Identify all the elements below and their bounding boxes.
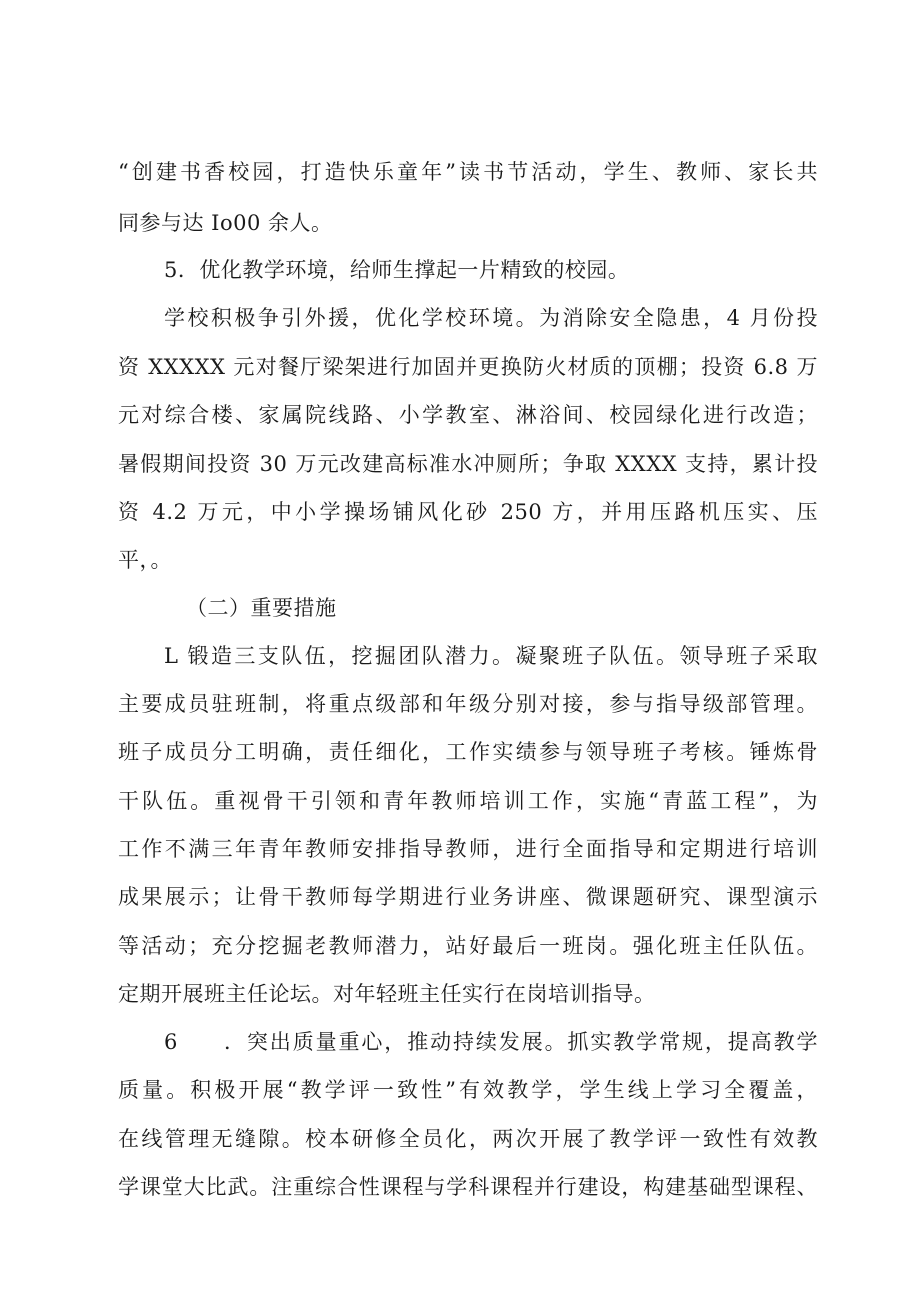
paragraph-line: 定期开展班主任论坛。对年轻班主任实行在岗培训指导。: [118, 982, 656, 1006]
paragraph-line: 学课堂大比武。注重综合性课程与学科课程并行建设，构建基础型课程、: [118, 1175, 818, 1199]
section-heading-5: 5．优化教学环境，给师生撑起一片精致的校园。: [164, 258, 630, 282]
paragraph-line: 班子成员分工明确，责任细化，工作实绩参与领导班子考核。锤炼骨: [118, 740, 818, 764]
paragraph-line: 干队伍。重视骨干引领和青年教师培训工作，实施“青蓝工程”，为: [118, 789, 818, 813]
paragraph-line: 成果展示；让骨干教师每学期进行业务讲座、微课题研究、课型演示: [118, 885, 818, 909]
paragraph-line: 工作不满三年青年教师安排指导教师，进行全面指导和定期进行培训: [118, 837, 818, 861]
paragraph-line: 主要成员驻班制，将重点级部和年级分别对接，参与指导级部管理。: [118, 692, 818, 716]
paragraph-line: 资 4.2 万元，中小学操场铺风化砂 250 方，并用压路机压实、压: [118, 500, 818, 524]
paragraph-line: ．突出质量重心，推动持续发展。抓实教学常规，提高教学: [224, 1030, 818, 1054]
paragraph-line: 学校积极争引外援，优化学校环境。为消除安全隐患，4 月份投: [164, 306, 818, 330]
paragraph-line: 同参与达 Io00 余人。: [118, 211, 333, 235]
paragraph-line: 在线管理无缝隙。校本研修全员化，两次开展了教学评一致性有效教: [118, 1127, 818, 1151]
paragraph-line: 暑假期间投资 30 万元改建高标准水冲厕所；争取 XXXX 支持，累计投: [118, 452, 818, 476]
paragraph-line: 元对综合楼、家属院线路、小学教室、淋浴间、校园绿化进行改造；: [118, 403, 818, 427]
paragraph-line: 平，。: [118, 548, 172, 572]
paragraph-line: 质量。积极开展“教学评一致性”有效教学，学生线上学习全覆盖，: [118, 1078, 818, 1102]
paragraph-line: 等活动；充分挖掘老教师潜力，站好最后一班岗。强化班主任队伍。: [118, 934, 818, 958]
paragraph-line: “创建书香校园，打造快乐童年”读书节活动，学生、教师、家长共: [118, 160, 818, 184]
item-number: 6: [164, 1030, 178, 1054]
paragraph-line: 资 XXXXX 元对餐厅梁架进行加固并更换防火材质的顶棚；投资 6.8 万: [118, 355, 818, 379]
section-heading-measures: （二）重要措施: [186, 596, 337, 620]
paragraph-line: L 锻造三支队伍，挖掘团队潜力。凝聚班子队伍。领导班子采取: [164, 644, 818, 668]
